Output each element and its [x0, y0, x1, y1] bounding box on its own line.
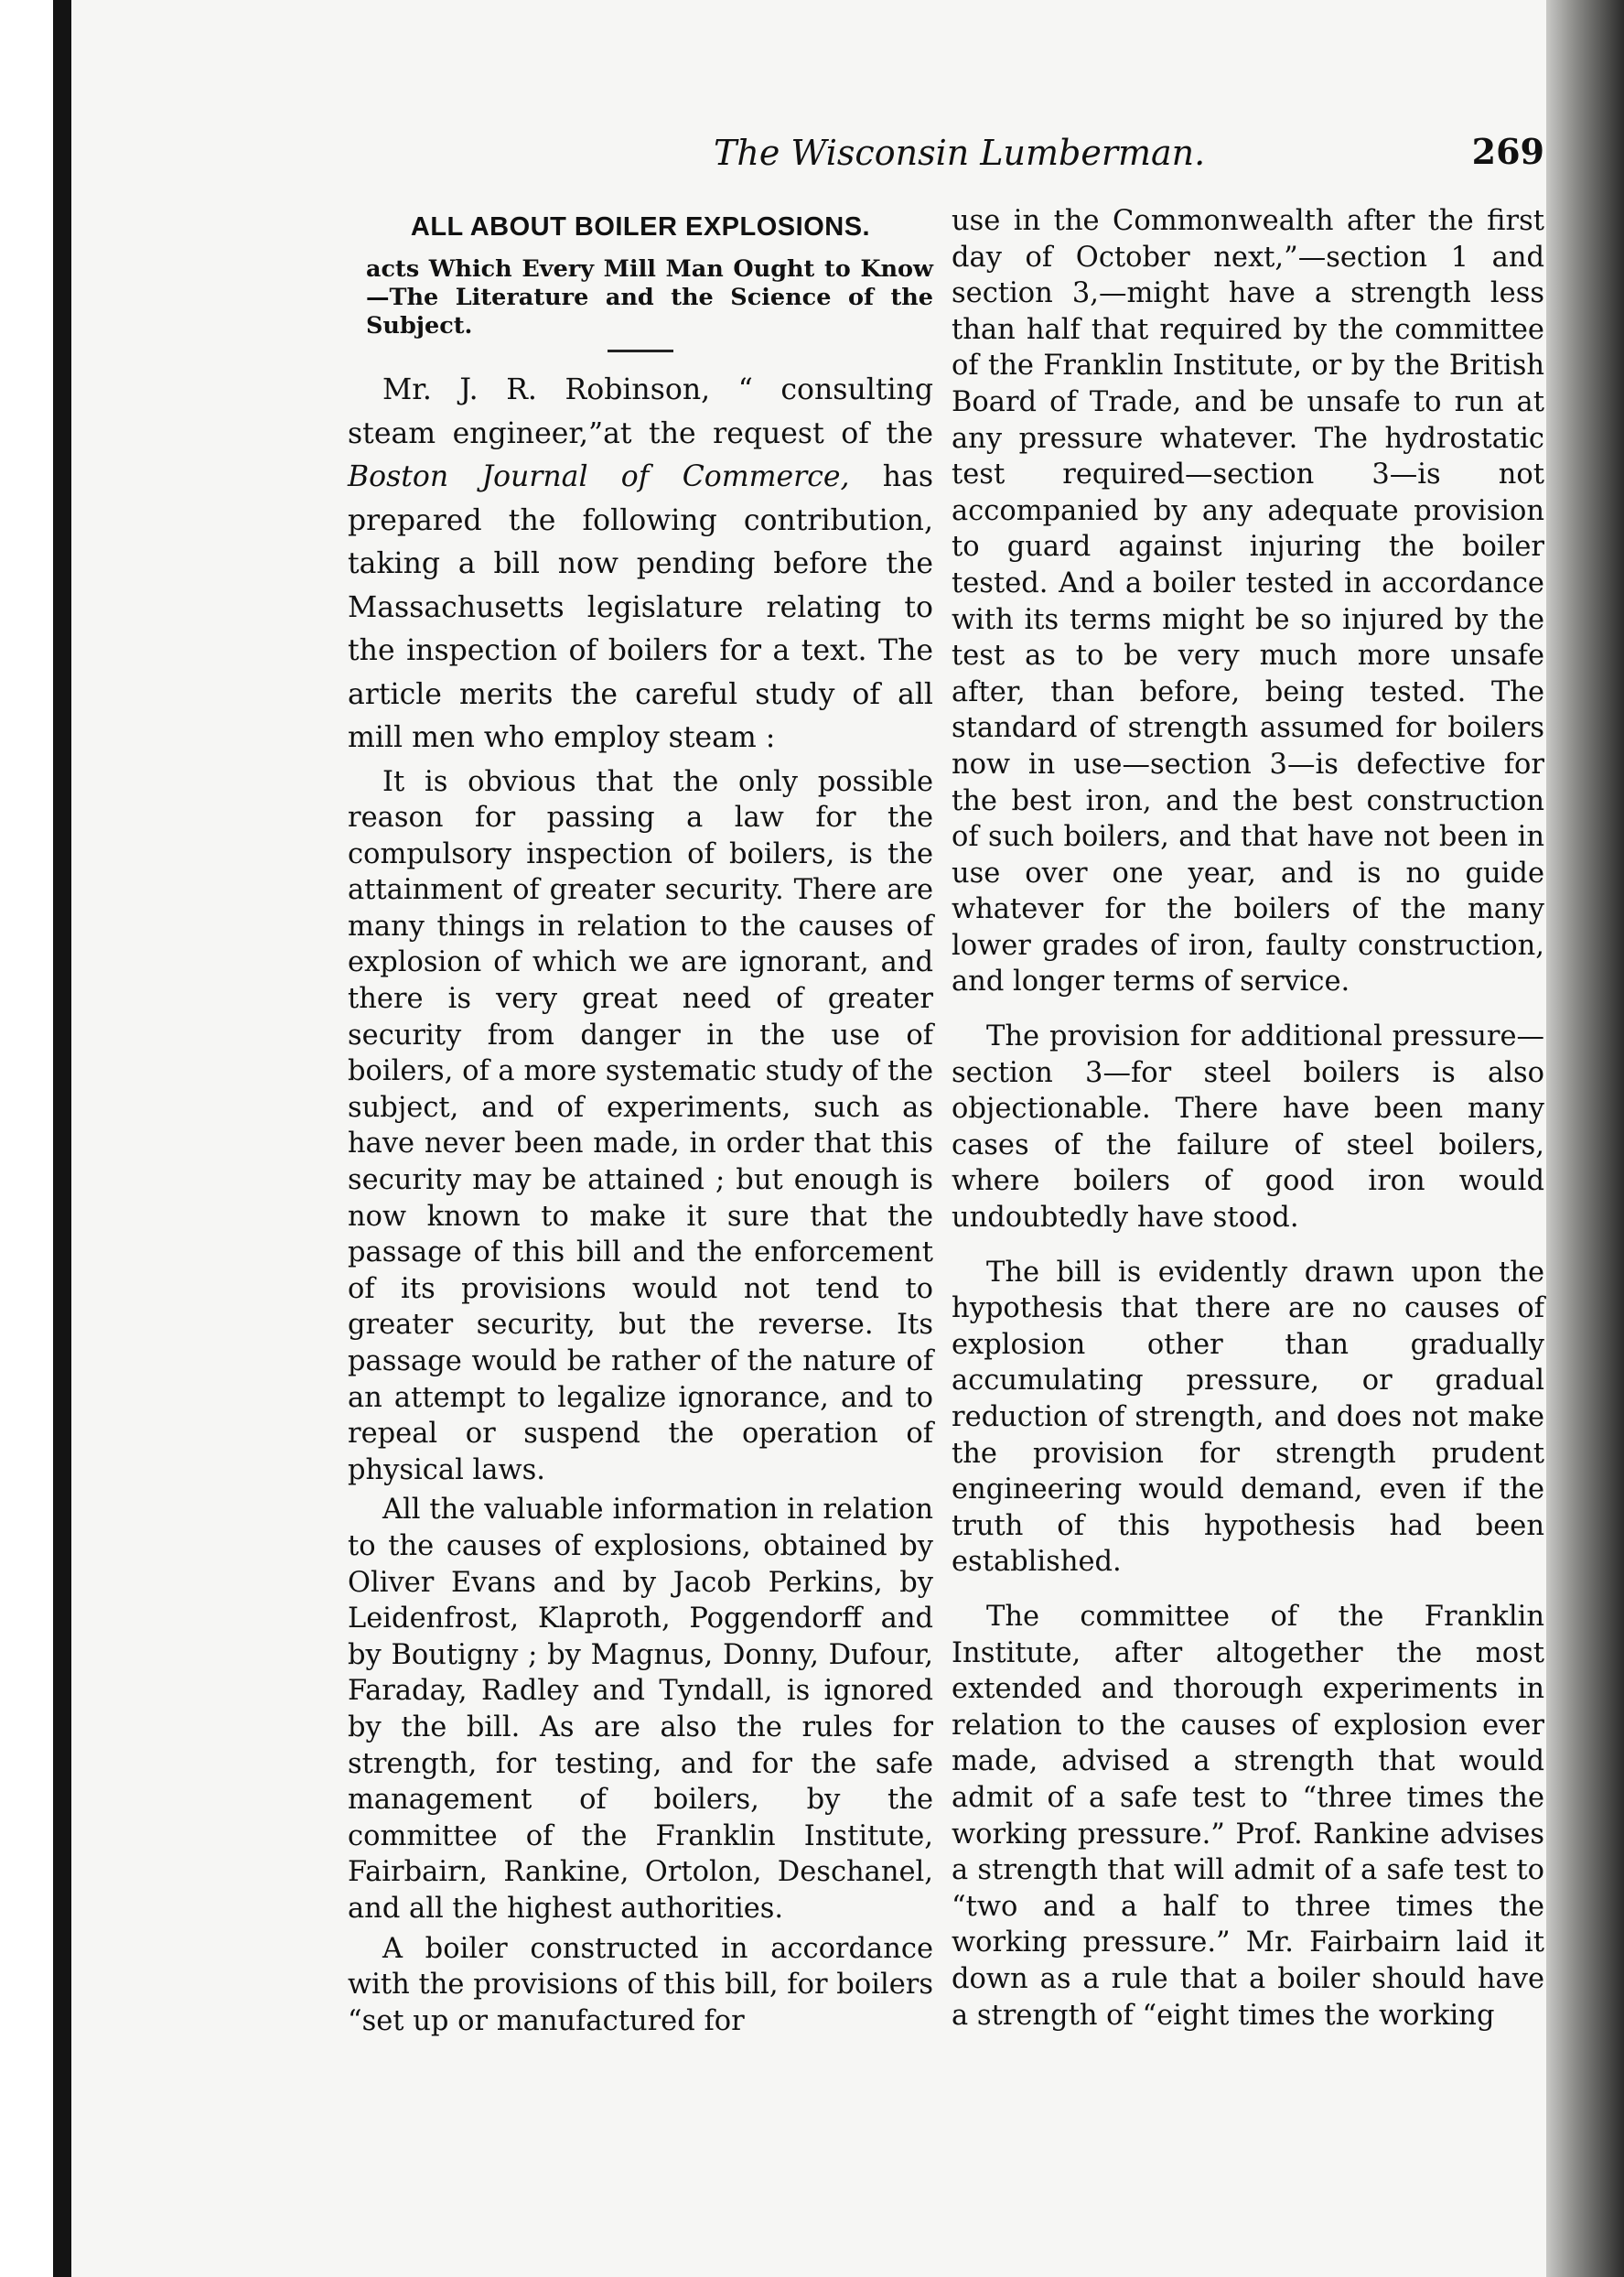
- running-title: The Wisconsin Lumberman.: [714, 133, 1206, 173]
- article-subhead: acts Which Every Mill Man Ought to Know —The Literature and the Science of the Subject.: [366, 255, 933, 340]
- column-left: [348, 203, 933, 2043]
- paragraph-5: The provision for additional pressure—section 3—for steel boilers is also objectionable. There have been many cases of the failure of steel boilers, where boilers of good iron would undoubtedly have stood.: [952, 1020, 1544, 1235]
- page-edge: [1546, 0, 1624, 2277]
- binding-gutter: [53, 0, 71, 2277]
- paragraph-1-after: has prepared the following contribution, taking a bill now pending before the Massachusetts legislature relating to the inspection of boilers for a text. The article merits the careful study of all mill men who employ steam :: [348, 460, 934, 754]
- section-rule: [608, 350, 673, 352]
- journal-name: Boston Journal of Commerce,: [348, 460, 850, 493]
- paragraph-1-before: Mr. J. R. Robinson, “ consulting steam engineer,”at the request of the: [348, 373, 933, 450]
- column-right: [952, 203, 1544, 2037]
- page-number: 269: [1471, 131, 1544, 172]
- running-head: [704, 133, 1546, 178]
- paragraph-3: All the valuable information in relation to the causes of explosions, obtained by Oliver Evans and by Jacob Perkins, by Leidenfrost, Klaproth, Poggendorff and by Boutigny ; by Magnus, Donny, Dufour, Faraday, Radley and Tyndall, is ignored by the bill. As are also the rules for strength, for testing, and for the safe management of boilers, by the committee of the Franklin Institute, Fairbairn, Rankine, Ortolon, Deschanel, and all the highest authorities.: [348, 1494, 933, 1925]
- paragraph-2: It is obvious that the only possible reason for passing a law for the compulsory inspection of boilers, is the attainment of greater security. There are many things in relation to the causes of explosion of which we are ignorant, and there is very great need of greater security from danger in the use of boilers, of a more systematic study of the subject, and of experiments, such as have never been made, in order that this security may be attained ; but enough is now known to make it sure that the passage of this bill and the enforcement of its provisions would not tend to greater security, but the reverse. Its passage would be rather of the nature of an attempt to legalize ignorance, and to repeal or suspend the operation of physical laws.: [348, 765, 933, 1486]
- paragraph-6: The bill is evidently drawn upon the hypothesis that there are no causes of explosion other than gradually accumulating pressure, or gradual reduction of strength, and does not make the provision for strength prudent engineering would demand, even if the truth of this hypothesis had been established.: [952, 1256, 1544, 1579]
- paragraph-4-continued: use in the Commonwealth after the first day of October next,”—section 1 and section 3,—might have a strength less than half that required by the committee of the Franklin Institute, or by the British Board of Trade, and be unsafe to run at any pressure whatever. The hydrostatic test required—section 3—is not accompanied by any adequate provision to guard against injuring the boiler tested. And a boiler tested in accordance with its terms might be so injured by the test as to be very much more unsafe after, than before, being tested. The standard of strength assumed for boilers now in use—section 3—is defective for the best iron, and the best construction of such boilers, and that have not been in use over one year, and is no guide whatever for the boilers of the many lower grades of iron, faulty construction, and longer terms of service.: [952, 205, 1544, 998]
- article-headline: ALL ABOUT BOILER EXPLOSIONS.: [410, 212, 871, 242]
- paragraph-1: [348, 369, 933, 761]
- paragraph-4: A boiler constructed in accordance with the provisions of this bill, for boilers “set up or manufactured for: [348, 1932, 933, 2037]
- paragraph-7: The committee of the Franklin Institute, after altogether the most extended and thorough experiments in relation to the causes of explosion ever made, advised a strength that would admit of a safe test to “three times the working pressure.” Prof. Rankine advises a strength that will admit of a safe test to “two and a half to three times the working pressure.” Mr. Fairbairn laid it down as a rule that a boiler should have a strength of “eight times the working: [952, 1600, 1544, 2032]
